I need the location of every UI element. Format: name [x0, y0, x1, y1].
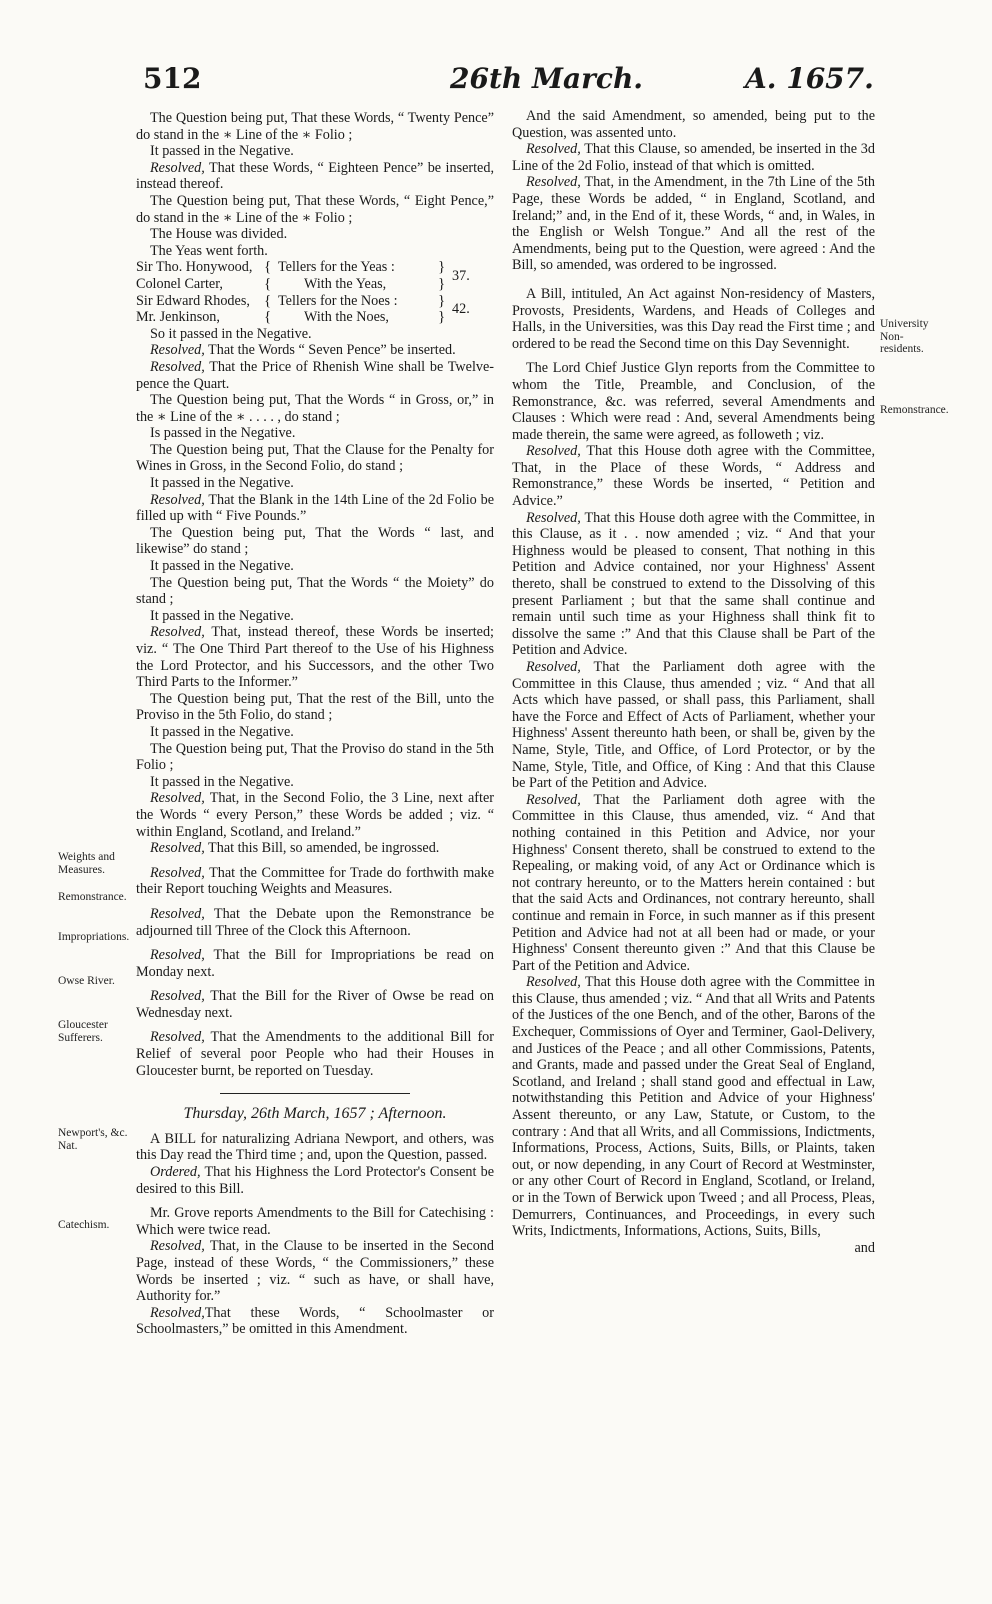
right-column: [512, 108, 875, 1256]
paragraph: The Yeas went forth.: [150, 242, 268, 259]
paragraph: It passed in the Negative.: [150, 773, 294, 790]
section-heading: Thursday, 26th March, 1657 ; Afternoon.: [183, 1105, 447, 1123]
teller-name: Sir Tho. Honywood,: [136, 259, 253, 276]
noes-total: 42.: [452, 301, 470, 318]
paragraph: Resolved, That the Amendments to the additional Bill for Relief of several poor People who had their Houses in Gloucester burnt, be reported on Tuesday.: [136, 1029, 494, 1079]
catchword: and: [854, 1239, 875, 1256]
margin-note-impropriations: Impropriations.: [58, 931, 130, 943]
margin-note-weights: Weights and Measures.: [58, 851, 115, 876]
paragraph: Resolved, That these Words, “ Eighteen Pence” be inserted, instead thereof.: [136, 159, 494, 193]
paragraph: A Bill, intituled, An Act against Non-residency of Masters, Provosts, Presidents, Wardens, and Heads of Colleges and Halls, in the Universities, was this Day read the First time ; and ordered to be read the Second time on this Day Sevennight.: [512, 285, 875, 352]
paragraph: Resolved, That this Bill, so amended, be ingrossed.: [150, 840, 440, 857]
paragraph: The House was divided.: [150, 226, 288, 243]
paragraph: Resolved,That these Words, “ Schoolmaster or Schoolmasters,” be omitted in this Amendment.: [136, 1304, 494, 1338]
paragraph: So it passed in the Negative.: [150, 325, 312, 342]
paragraph: It passed in the Negative.: [150, 558, 294, 575]
margin-note-newport: Newport's, &c. Nat.: [58, 1127, 128, 1152]
margin-note-remonstrance-right: Remonstrance.: [880, 404, 949, 416]
margin-note-owse: Owse River.: [58, 975, 115, 987]
margin-note-university: University Non-residents.: [880, 318, 929, 355]
paragraph: Resolved, That, in the Second Folio, the 3 Line, next after the Words “ every Person,” these Words be added ; viz. “ within England, Scotland, and Ireland.”: [136, 790, 494, 840]
teller-name: Sir Edward Rhodes,: [136, 292, 250, 309]
paragraph: The Question being put, That these Words, “ Eight Pence,” do stand in the ∗ Line of the ∗ Folio ;: [136, 192, 494, 226]
margin-note-gloucester: Gloucester Sufferers.: [58, 1019, 108, 1044]
teller-role: With the Noes,: [304, 309, 389, 326]
paragraph: Is passed in the Negative.: [150, 425, 296, 442]
paragraph: It passed in the Negative.: [150, 607, 294, 624]
paragraph: Resolved, That this House doth agree with the Committee, That, in the Place of these Words, “ Address and Remonstrance,” these Words be inserted, “ Petition and Advice.”: [512, 443, 875, 510]
paragraph: The Question being put, That the Words “ in Gross, or,” in the ∗ Line of the ∗ . . . . , do stand ;: [136, 392, 494, 425]
paragraph: It passed in the Negative.: [150, 723, 294, 740]
paragraph: Resolved, That the Debate upon the Remonstrance be adjourned till Three of the Clock this Afternoon.: [136, 905, 494, 939]
tellers-table: Sir Tho. Honywood, { Tellers for the Yeas : } Colonel Carter, { With the Yeas, } 37. Sir Edward Rhodes, { Tellers for the Noes : } Mr. Jenkinson, { With the Noes, } 42.: [136, 259, 494, 325]
header-year: A. 1657.: [745, 62, 874, 95]
paragraph: Resolved, That the Parliament doth agree with the Committee in this Clause, thus amended, viz. “ And that nothing contained in this Petition and Advice, nor your Highness' Consent thereto, shall be construed to extend to the Repealing, or making void, of any Act or Ordinance which is not contrary hereunto, or to the Matters herein contained : but that the said Acts and Ordinances, not contrary hereunto, shall continue and remain in Force, in such manner as if this present Petition and Advice had not at all been had or made, or your Highness' Consent thereunto given :” And that this Clause be Part of the Petition and Advice.: [512, 791, 875, 974]
teller-role: Tellers for the Noes :: [278, 292, 398, 309]
margin-note-catechism: Catechism.: [58, 1219, 110, 1231]
paragraph: Resolved, That this House doth agree with the Committee, in this Clause, as it . . now amended ; viz. “ And that your Highness would be pleased to consent, That nothing in this Petition and Advice contained, nor your Highness' Assent thereto, shall be construed to extend to the Dissolving of this present Parliament ; but that the same shall continue and remain until such time as your Highness shall think fit to dissolve the same :” And that this Clause shall be Part of the Petition and Advice.: [512, 509, 875, 659]
header-date: 26th March.: [450, 62, 644, 95]
teller-role: Tellers for the Yeas :: [278, 259, 395, 276]
paragraph: Resolved, That, in the Clause to be inserted in the Second Page, instead of these Words, “ the Commissioners,” these Words be inserted ; viz. “ such as have, or shall have, Authority for.”: [136, 1238, 494, 1305]
teller-name: Mr. Jenkinson,: [136, 309, 220, 326]
paragraph: Resolved, That the Bill for Impropriations be read on Monday next.: [136, 947, 494, 980]
paragraph: And the said Amendment, so amended, being put to the Question, was assented unto.: [512, 108, 875, 141]
paragraph: The Question being put, That the Words “ last, and likewise” do stand ;: [136, 524, 494, 558]
paragraph: A BILL for naturalizing Adriana Newport, and others, was this Day read the Third time ; and, upon the Question, passed.: [136, 1130, 494, 1164]
paragraph: Resolved, That this House doth agree with the Committee in this Clause, thus amended ; viz. “ And that all Writs and Patents of the Justices of the one Bench, and of the other, Barons of the Exchequer, Commissions of Oyer and Terminer, Gaol-Delivery, and Justices of the Peace ; and all other Commissions, Patents, and Grants, made and passed under the Great Seal of England, Scotland, and Ireland ; shall stand good and effectual in Law, notwithstanding this Petition and Advice of your Highness' Assent thereunto, or any Law, Statute, or Custom, to the contrary : And that all Writs, and all Commissions, Indictments, Informations, Process, Actions, Suits, Bills, or Plaints, taken out, or now depending, in any Court of Record at Westminster, or any other Court of Record in England, Scotland, or Ireland, or in the Town of Berwick upon Tweed ; and all Process, Pleas, Demurrers, Continuances, and Proceedings, in every such Writs, Indictments, Informations, Actions, Suits, Bills,: [512, 974, 875, 1240]
section-rule: [220, 1093, 410, 1094]
paragraph: Resolved, That the Words “ Seven Pence” be inserted.: [150, 342, 456, 359]
left-column: [136, 110, 494, 1338]
paragraph: Resolved, That the Price of Rhenish Wine shall be Twelve-pence the Quart.: [136, 358, 494, 392]
yeas-total: 37.: [452, 267, 470, 284]
paragraph: Resolved, That the Blank in the 14th Line of the 2d Folio be filled up with “ Five Pounds.”: [136, 491, 494, 525]
running-header: [0, 62, 992, 102]
paragraph: Resolved, That, in the Amendment, in the 7th Line of the 5th Page, these Words be added, “ in England, Scotland, and Ireland;” and, in the End of it, these Words, “ and, in Wales, in the English or Welsh Tongue.” And all the rest of the Amendments, being put to the Question, were agreed : And the Bill, so amended, was ordered to be ingrossed.: [512, 174, 875, 274]
paragraph: Mr. Grove reports Amendments to the Bill for Catechising : Which were twice read.: [136, 1205, 494, 1238]
paragraph: The Question being put, That the Proviso do stand in the 5th Folio ;: [136, 740, 494, 774]
paragraph: Resolved, That the Committee for Trade do forthwith make their Report touching Weights and Measures.: [136, 864, 494, 898]
teller-name: Colonel Carter,: [136, 275, 223, 292]
paragraph: The Question being put, That the Clause for the Penalty for Wines in Gross, in the Second Folio, do stand ;: [136, 441, 494, 475]
paragraph: The Lord Chief Justice Glyn reports from the Committee to whom the Title, Preamble, and Conclusion, of the Remonstrance, &c. was referred, several Amendments and Clauses : Which were read : And, several Amendments being made therein, the same were agreed, as followeth ; viz.: [512, 360, 875, 443]
margin-note-remonstrance: Remonstrance.: [58, 891, 127, 903]
paragraph: The Question being put, That the Words “ the Moiety” do stand ;: [136, 574, 494, 608]
paragraph: It passed in the Negative.: [150, 143, 294, 160]
paragraph: Resolved, That the Parliament doth agree with the Committee in this Clause, thus amended ; viz. “ And that all Acts which have passed, or shall pass, this Parliament, shall have the Force and Effect of Acts of Parliament, whether your Highness' Assent thereunto hath been, or shall be, given by the Name, Style, Title, and Office, of Lord Protector, or by the Name, Style, Title, and Office, of King : And that this Clause be Part of the Petition and Advice.: [512, 659, 875, 792]
paragraph: Ordered, That his Highness the Lord Protector's Consent be desired to this Bill.: [136, 1164, 494, 1197]
paragraph: Resolved, That this Clause, so amended, be inserted in the 3d Line of the 2d Folio, instead of that which is omitted.: [512, 141, 875, 174]
paragraph: It passed in the Negative.: [150, 475, 294, 492]
paragraph: Resolved, That the Bill for the River of Owse be read on Wednesday next.: [136, 988, 494, 1021]
page-number: 512: [143, 62, 202, 95]
paragraph: The Question being put, That the rest of the Bill, unto the Proviso in the 5th Folio, do stand ;: [136, 690, 494, 724]
paragraph: The Question being put, That these Words, “ Twenty Pence” do stand in the ∗ Line of the ∗ Folio ;: [136, 110, 494, 143]
teller-role: With the Yeas,: [304, 275, 387, 292]
paragraph: Resolved, That, instead thereof, these Words be inserted; viz. “ The One Third Part thereof to the Use of his Highness the Lord Protector, and his Successors, and the other Two Third Parts to the Informer.”: [136, 624, 494, 691]
